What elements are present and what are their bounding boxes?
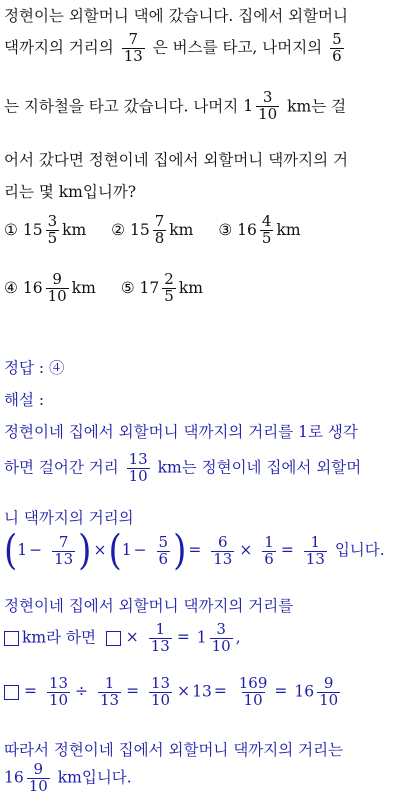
option-4[interactable]: ④ 16 $\frac{9}{10}$ km [4,270,96,305]
explanation-line-1: 정현이네 집에서 외할머니 댁까지의 거리를 1로 생각 [4,423,358,441]
explanation-line-4: 정현이네 집에서 외할머니 댁까지의 거리를 [4,597,294,615]
question-line-2: 댁까지의 거리의 $\frac{7}{13}$ 은 버스를 타고, 나머지의 $\frac{5}{6}$ [4,30,342,65]
mixed-number: 1 $\frac{3}{10}$ [243,88,278,123]
option-2[interactable]: ② 15 $\frac{7}{8}$ km [111,212,194,247]
explanation-line-6: 따라서 정현이네 집에서 외할머니 댁까지의 거리는 [4,741,344,759]
box-symbol [106,631,121,646]
fraction: $\frac{5}{6}$ [332,30,342,65]
explanation-line-3: 니 댁까지의 거리의 [4,509,134,527]
question-line-5: 리는 몇 km입니까? [4,183,137,201]
box-symbol [4,631,19,646]
equation-3: = $\frac{13}{10}$ ÷ $\frac{1}{13}$ = $\frac{13}{10}$ × 13 = $\frac{169}{10}$ = 16 $\frac{9}{10}$ [4,676,343,709]
explanation-line-5: km라 하면 × $\frac{1}{13}$ = 1 $\frac{3}{10}$ , [4,622,241,655]
box-symbol [4,685,19,700]
option-3[interactable]: ③ 16 $\frac{4}{5}$ km [218,212,301,247]
equation-1: (1 − $\frac{7}{13}$ ) ×(1 − $\frac{5}{6}$ ) = $\frac{6}{13}$ × $\frac{1}{6}$ = $\frac{1}{13}$ 입니다. [4,527,385,575]
explanation-line-2: 하면 걸어간 거리 $\frac{13}{10}$ km는 정현이네 집에서 외할머 [4,450,362,485]
answer-label: 정답 : ④ [4,359,65,377]
explanation-label: 해설 : [4,391,45,409]
question-line-3: 는 지하철을 타고 갔습니다. 나머지 1 $\frac{3}{10}$ km는 걸 [4,88,347,123]
options-row-1 [4,214,321,247]
option-1[interactable]: ① 15 $\frac{3}{5}$ km [4,212,87,247]
option-5[interactable]: ⑤ 17 $\frac{2}{5}$ km [120,270,203,305]
fraction: $\frac{7}{13}$ [123,30,143,65]
final-answer: 16 $\frac{9}{10}$ km입니다. [4,760,132,795]
options-row-2 [4,272,223,305]
question-line-4: 어서 갔다면 정현이네 집에서 외할머니 댁까지의 거 [4,151,348,169]
question-line-1: 정현이는 외할머니 댁에 갔습니다. 집에서 외할머니 [4,7,348,25]
